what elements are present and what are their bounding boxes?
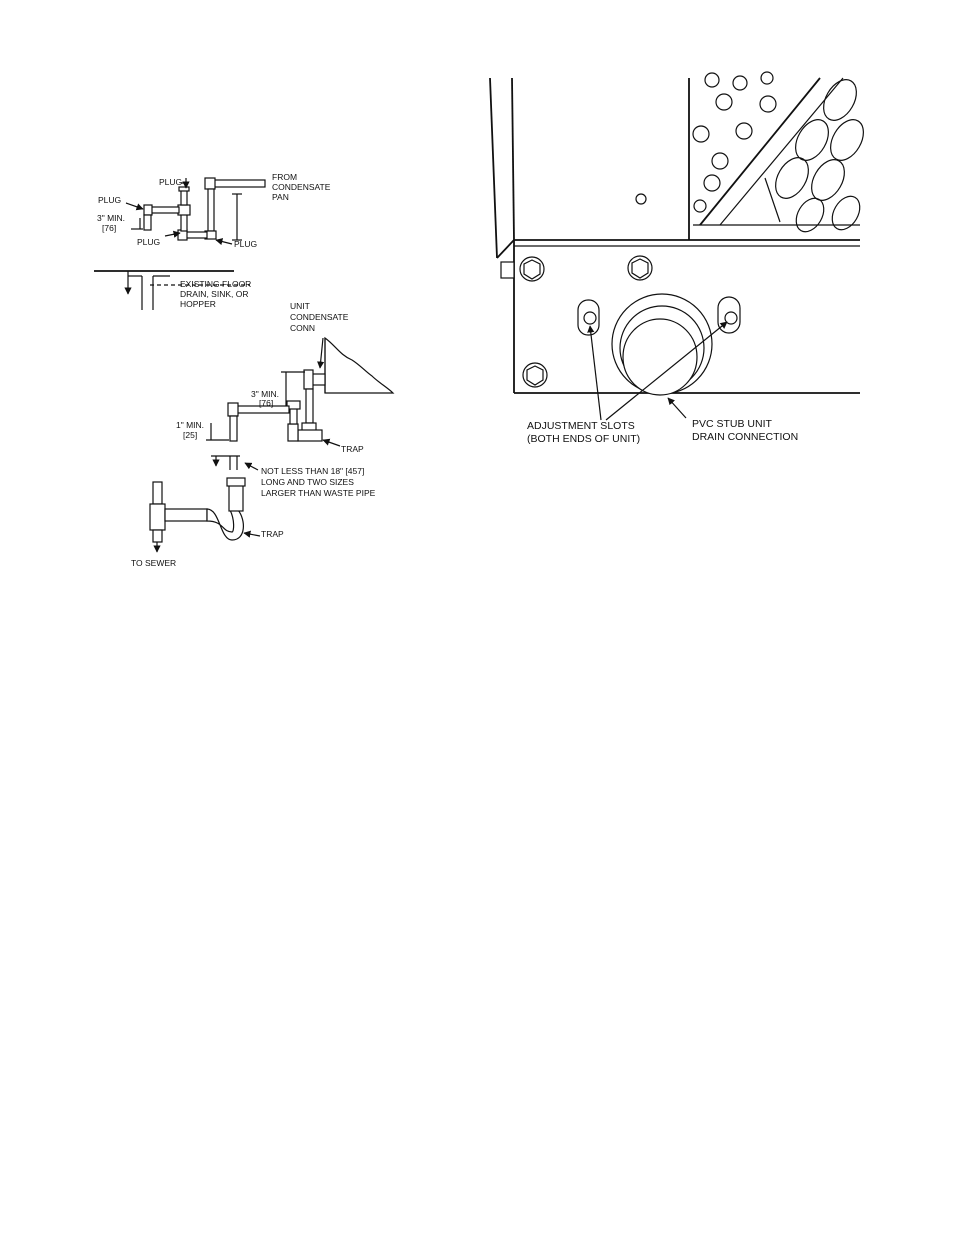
floor-drain-line3: HOPPER bbox=[180, 299, 216, 309]
floor-drain-line2: DRAIN, SINK, OR bbox=[180, 289, 249, 299]
adjustment-slots-line1: ADJUSTMENT SLOTS bbox=[527, 420, 635, 432]
min1-line2: [25] bbox=[183, 430, 198, 440]
min3-mid-line1: 3" MIN. bbox=[251, 389, 280, 399]
plug-label-top: PLUG bbox=[159, 177, 183, 187]
mounting-bolt bbox=[520, 257, 544, 281]
plug-label-bottom-right: PLUG bbox=[234, 239, 258, 249]
not-less-line3: LARGER THAN WASTE PIPE bbox=[261, 488, 376, 498]
plug-label-bottom-left: PLUG bbox=[137, 237, 161, 247]
adjustment-slot-left bbox=[578, 300, 599, 335]
pvc-stub-line2: DRAIN CONNECTION bbox=[692, 431, 799, 443]
min3-top-line2: [76] bbox=[102, 223, 117, 233]
trap-lower-label: TRAP bbox=[261, 529, 284, 539]
floor-drain-line1: EXISTING FLOOR bbox=[180, 279, 252, 289]
adjustment-slot-right bbox=[718, 297, 740, 333]
plug-label-left: PLUG bbox=[98, 195, 122, 205]
condensate-drain-diagram bbox=[94, 172, 393, 568]
to-sewer-label: TO SEWER bbox=[131, 558, 177, 568]
trap-upper-label: TRAP bbox=[341, 444, 364, 454]
from-condensate-pan-line3: PAN bbox=[272, 192, 289, 202]
min3-top-line1: 3" MIN. bbox=[97, 213, 126, 223]
unit-conn-line1: UNIT bbox=[290, 301, 310, 311]
vent-tee-assembly bbox=[126, 178, 265, 244]
not-less-line2: LONG AND TWO SIZES bbox=[261, 477, 354, 487]
from-condensate-pan-line2: CONDENSATE bbox=[272, 182, 331, 192]
pvc-stub-line1: PVC STUB UNIT bbox=[692, 418, 772, 430]
unit-trap-assembly bbox=[206, 338, 393, 470]
unit-drain-connection-diagram bbox=[490, 72, 870, 445]
min1-line1: 1" MIN. bbox=[176, 420, 205, 430]
from-condensate-pan-line1: FROM bbox=[272, 172, 298, 182]
coil-tubes bbox=[765, 74, 870, 237]
mounting-bolt bbox=[628, 256, 652, 280]
pvc-stub bbox=[612, 294, 712, 395]
min3-mid-line2: [76] bbox=[259, 398, 274, 408]
not-less-line1: NOT LESS THAN 18" [457] bbox=[261, 466, 365, 476]
perforated-panel bbox=[693, 72, 843, 225]
unit-conn-line3: CONN bbox=[290, 323, 316, 333]
unit-conn-line2: CONDENSATE bbox=[290, 312, 349, 322]
sewer-trap-assembly bbox=[150, 478, 260, 552]
adjustment-slots-line2: (BOTH ENDS OF UNIT) bbox=[527, 433, 641, 445]
mounting-bolt bbox=[523, 363, 547, 387]
